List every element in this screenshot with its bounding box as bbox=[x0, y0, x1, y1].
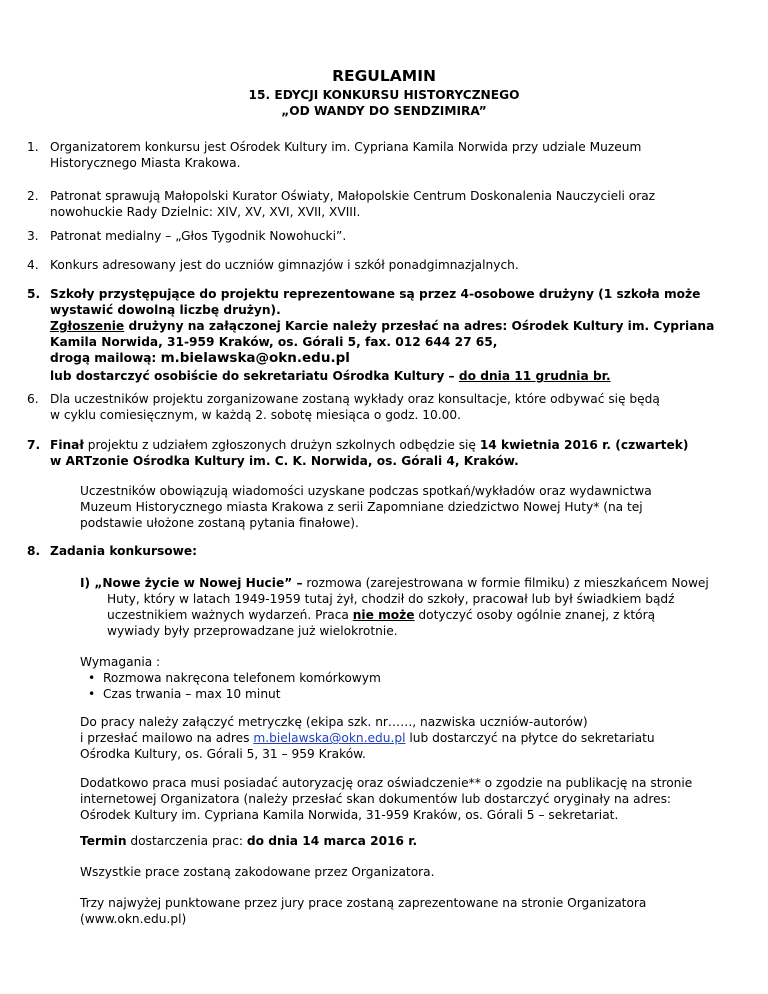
coding-note: Wszystkie prace zostaną zakodowane przez Organizatora. bbox=[80, 865, 435, 879]
submission-deadline bbox=[80, 833, 680, 849]
item-text-line: Historycznego Miasta Krakowa. bbox=[50, 156, 241, 171]
item-number: 8. bbox=[27, 544, 41, 558]
item-text-line: Szkoły przystępujące do projektu reprezentowane są przez 4-osobowe drużyny (1 szkoła może bbox=[50, 287, 701, 301]
item-text-line bbox=[50, 437, 737, 453]
item-text-fragment: drogą mailową: bbox=[50, 351, 161, 366]
requirements-list bbox=[80, 670, 680, 702]
note-line: podstawie ułożone zostaną pytania finałowe). bbox=[80, 516, 359, 531]
item-text-line: Patronat sprawują Małopolski Kurator Oświaty, Małopolskie Centrum Doskonalenia Nauczycieli oraz bbox=[50, 189, 656, 203]
extra-line: internetowej Organizatora (należy przesłać skan dokumentów lub dostarczyć oryginały na adres: bbox=[80, 792, 672, 807]
rule-item-8 bbox=[27, 543, 727, 559]
task-text-fragment: uczestnikiem ważnych wydarzeń. Praca bbox=[107, 608, 353, 623]
item-text-line: nowohuckie Rady Dzielnic: XIV, XV, XVI, XVII, XVIII. bbox=[50, 205, 361, 220]
requirements bbox=[80, 654, 680, 702]
task-text-fragment: dotyczyć osoby ogólnie znanej, z którą bbox=[414, 608, 656, 623]
emphasis-not-allowed: nie może bbox=[352, 608, 415, 623]
task-text-fragment: rozmowa (zarejestrowana w formie filmiku) z mieszkańcem Nowej bbox=[302, 576, 709, 590]
authorization-info bbox=[80, 775, 750, 823]
task-line: Huty, który w latach 1949-1959 tutaj żył, chodził do szkoły, pracował lub był świadkiem bądź bbox=[107, 592, 675, 607]
note-line: Uczestników obowiązują wiadomości uzyskane podczas spotkań/wykładów oraz wydawnictwa bbox=[80, 484, 652, 498]
item-text-fragment: projektu z udziałem zgłoszonych drużyn szkolnych odbędzie się bbox=[83, 438, 480, 452]
requirement-item: • Rozmowa nakręcona telefonem komórkowym bbox=[80, 670, 680, 686]
registration-word: Zgłoszenie bbox=[50, 319, 125, 334]
knowledge-note bbox=[80, 483, 720, 531]
item-text-line: Dla uczestników projektu zorganizowane zostaną wykłady oraz konsultacje, które odbywać się będą bbox=[50, 392, 660, 406]
tasks-heading: Zadania konkursowe: bbox=[50, 544, 197, 558]
item-number: 4. bbox=[27, 258, 39, 272]
task-line: wywiady były przeprowadzane już wielokrotnie. bbox=[107, 624, 398, 639]
item-number: 5. bbox=[27, 287, 41, 301]
note-line: Muzeum Historycznego miasta Krakowa z serii Zapomniane dziedzictwo Nowej Huty* (na tej bbox=[80, 500, 643, 515]
item-number: 6. bbox=[27, 392, 39, 406]
requirement-item: • Czas trwania – max 10 minut bbox=[80, 686, 680, 702]
attachment-info bbox=[80, 714, 740, 762]
rule-item-5 bbox=[27, 286, 732, 384]
requirements-label: Wymagania : bbox=[80, 655, 161, 669]
task-line bbox=[80, 607, 730, 623]
item-text-fragment: drużyny na załączonej Karcie należy przesłać na adres: Ośrodek Kultury im. Cypriana bbox=[124, 319, 715, 334]
best-line: Trzy najwyżej punktowane przez jury prace zostaną zaprezentowane na stronie Organizatora bbox=[80, 896, 647, 910]
extra-line: Ośrodek Kultury im. Cypriana Kamila Norwida, 31-959 Kraków, os. Górali 5 – sekretariat. bbox=[80, 808, 619, 823]
attach-line: Ośrodka Kultury, os. Górali 5, 31 – 959 Kraków. bbox=[80, 747, 366, 762]
item-text-line: Organizatorem konkursu jest Ośrodek Kultury im. Cypriana Kamila Norwida przy udziale Muzeum bbox=[50, 140, 642, 154]
task-1 bbox=[80, 575, 730, 639]
deadline-date: do dnia 14 marca 2016 r. bbox=[246, 834, 418, 848]
best-works-note bbox=[80, 895, 740, 927]
deadline-label: Termin bbox=[80, 834, 127, 848]
attach-line bbox=[80, 730, 740, 746]
final-date: 14 kwietnia 2016 r. (czwartek) bbox=[479, 438, 689, 452]
item-number: 2. bbox=[27, 189, 39, 203]
document-subtitle: 15. EDYCJI KONKURSU HISTORYCZNEGO bbox=[248, 88, 520, 102]
document-title: REGULAMIN bbox=[332, 67, 436, 85]
item-text-line bbox=[50, 318, 732, 334]
item-text-line: wystawić dowolną liczbę drużyn). bbox=[50, 303, 281, 318]
item-number: 1. bbox=[27, 140, 39, 154]
email-link[interactable]: m.bielawska@okn.edu.pl bbox=[253, 731, 406, 746]
item-text-line: Konkurs adresowany jest do uczniów gimnazjów i szkół ponadgimnazjalnych. bbox=[50, 258, 519, 272]
rule-item-4 bbox=[27, 257, 727, 273]
contest-name: „OD WANDY DO SENDZIMIRA” bbox=[281, 104, 487, 118]
attach-text-fragment: lub dostarczyć na płytce do sekretariatu bbox=[405, 731, 655, 746]
task-line bbox=[80, 575, 730, 591]
rule-item-7 bbox=[27, 437, 737, 469]
item-text-fragment: lub dostarczyć osobiście do sekretariatu Ośrodka Kultury – bbox=[50, 369, 459, 384]
rule-item-1 bbox=[27, 139, 727, 171]
extra-line: Dodatkowo praca musi posiadać autoryzację oraz oświadczenie** o zgodzie na publikację na stronie bbox=[80, 776, 693, 790]
item-text-line bbox=[50, 368, 732, 384]
rule-item-3 bbox=[27, 228, 727, 244]
item-text-line bbox=[50, 350, 732, 368]
rule-item-2 bbox=[27, 188, 727, 220]
contact-email: m.bielawska@okn.edu.pl bbox=[160, 350, 350, 367]
item-text-line: w cyklu comiesięcznym, w każdą 2. sobotę miesiąca o godz. 10.00. bbox=[50, 408, 462, 423]
task-title: I) „Nowe życie w Nowej Hucie” – bbox=[80, 576, 303, 590]
item-text-line: Kamila Norwida, 31-959 Kraków, os. Górali 5, fax. 012 644 27 65, bbox=[50, 335, 498, 350]
final-label: Finał bbox=[50, 438, 84, 452]
best-line: (www.okn.edu.pl) bbox=[80, 912, 187, 927]
deadline-text: dostarczenia prac: bbox=[126, 834, 247, 848]
attach-line: Do pracy należy załączyć metryczkę (ekipa szk. nr……, nazwiska uczniów-autorów) bbox=[80, 715, 588, 729]
item-text-line: Patronat medialny – „Głos Tygodnik Nowohucki”. bbox=[50, 229, 347, 243]
final-location: w ARTzonie Ośrodka Kultury im. C. K. Norwida, os. Górali 4, Kraków. bbox=[50, 454, 519, 469]
rule-item-6 bbox=[27, 391, 727, 423]
item-number: 7. bbox=[27, 438, 41, 452]
item-number: 3. bbox=[27, 229, 39, 243]
attach-text-fragment: i przesłać mailowo na adres bbox=[80, 731, 254, 746]
registration-deadline: do dnia 11 grudnia br. bbox=[458, 369, 611, 384]
